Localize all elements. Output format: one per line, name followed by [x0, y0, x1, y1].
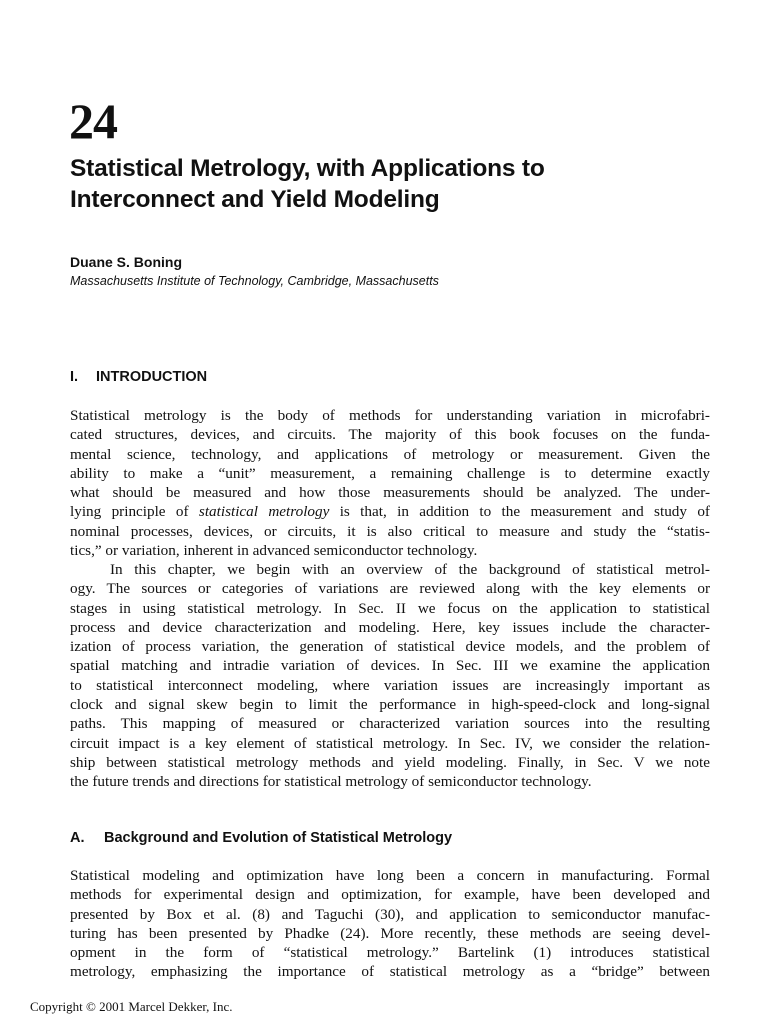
text-line: paths. This mapping of measured or characterized variation sources into the resulting: [70, 715, 710, 733]
text-line: metrology, emphasizing the importance of statistical metrology as a “bridge” between: [70, 963, 710, 981]
text-segment: is that, in addition to the measurement and study of: [329, 503, 710, 521]
section-title: Background and Evolution of Statistical Metrology: [104, 830, 453, 846]
section-heading-background: [70, 830, 452, 846]
text-line: In this chapter, we begin with an overview of the background of statistical metrol-: [110, 561, 710, 578]
text-line: ogy. The sources or categories of variations are reviewed along with the key elements or: [70, 580, 710, 598]
text-line: ability to make a “unit” measurement, a remaining challenge is to determine exactly: [70, 464, 710, 482]
text-line: stages in using statistical metrology. In Sec. II we focus on the application to statistical: [70, 599, 710, 617]
text-line: ship between statistical metrology methods and yield modeling. Finally, in Sec. V we note: [70, 753, 710, 771]
section-title: INTRODUCTION: [96, 369, 208, 385]
text-segment: lying principle of: [70, 503, 199, 521]
text-line: tics,” or variation, inherent in advanced semiconductor technology.: [70, 542, 478, 560]
text-line: Statistical modeling and optimization have long been a concern in manufacturing. Formal: [70, 867, 710, 884]
section-heading-introduction: [70, 369, 207, 385]
text-line: nominal processes, devices, or circuits, it is also critical to measure and study the “statis-: [70, 522, 710, 540]
text-line: [70, 502, 710, 521]
text-line: Statistical metrology is the body of methods for understanding variation in microfabri-: [70, 407, 710, 424]
text-line: to statistical interconnect modeling, where variation issues are increasingly important as: [70, 676, 710, 694]
text-line: process and device characterization and modeling. Here, key issues include the character-: [70, 618, 710, 636]
text-line: cated structures, devices, and circuits. The majority of this book focuses on the funda-: [70, 426, 710, 444]
chapter-title-line: Statistical Metrology, with Applications to: [70, 155, 545, 182]
section-number: I.: [70, 369, 79, 385]
introduction-paragraph-1: [70, 406, 710, 560]
chapter-number: 24: [69, 93, 117, 149]
background-paragraph-1: [70, 866, 710, 982]
chapter-title: [70, 153, 710, 215]
chapter-title-line: Interconnect and Yield Modeling: [70, 186, 440, 213]
text-line: methods for experimental design and optimization, for example, have been developed and: [70, 886, 710, 904]
author-affiliation: Massachusetts Institute of Technology, Cambridge, Massachusetts: [70, 274, 439, 288]
text-line: clock and signal skew begin to limit the performance in high-speed-clock and long-signal: [70, 696, 710, 714]
emphasized-term: statistical metrology: [198, 503, 330, 521]
author-name: Duane S. Boning: [70, 254, 182, 270]
introduction-paragraph-2: [70, 560, 710, 792]
text-line: mental science, technology, and applications of metrology or measurement. Given the: [70, 445, 710, 463]
text-line: the future trends and directions for statistical metrology of semiconductor technology.: [70, 773, 592, 791]
section-number: A.: [70, 830, 85, 846]
text-line: presented by Box et al. (8) and Taguchi (30), and application to semiconductor manufac-: [70, 905, 710, 923]
text-line: what should be measured and how those measurements should be analyzed. The under-: [70, 484, 710, 502]
copyright-footer: Copyright © 2001 Marcel Dekker, Inc.: [30, 999, 233, 1014]
text-line: spatial matching and intradie variation of devices. In Sec. III we examine the application: [70, 657, 710, 675]
text-line: opment in the form of “statistical metrology.” Bartelink (1) introduces statistical: [70, 944, 710, 962]
text-line: turing has been presented by Phadke (24). More recently, these methods are seeing devel-: [70, 924, 710, 942]
text-line: circuit impact is a key element of statistical metrology. In Sec. IV, we consider the relation-: [70, 734, 710, 752]
text-line: ization of process variation, the generation of statistical device models, and the problem of: [70, 638, 710, 656]
